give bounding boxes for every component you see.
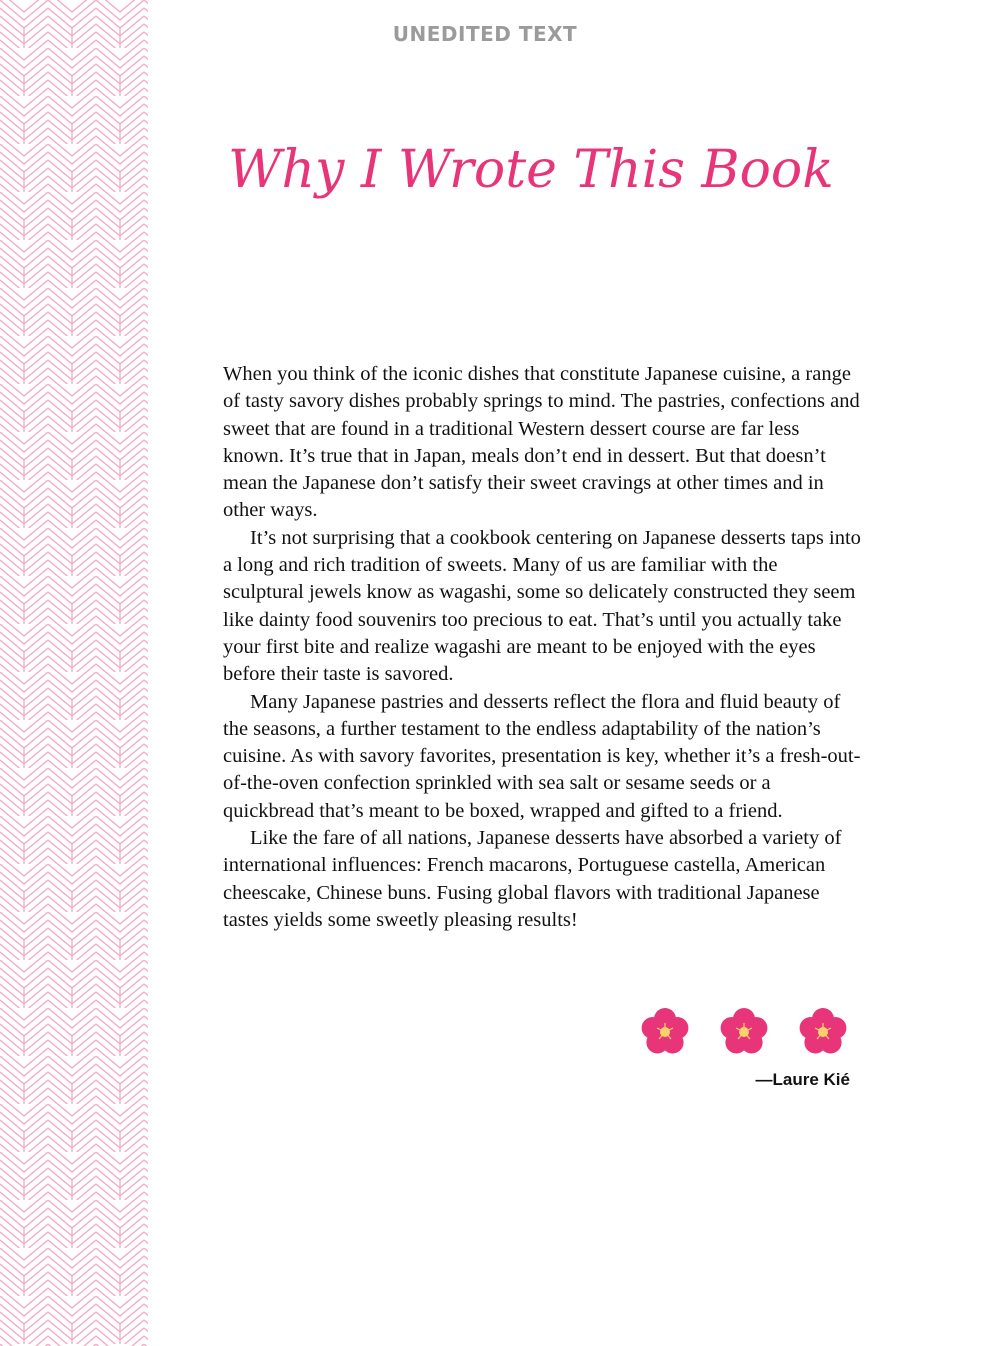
- decorative-side-pattern: [0, 0, 148, 1346]
- cherry-blossom-icon: [721, 1008, 768, 1054]
- author-signature: —Laure Kié: [755, 1070, 850, 1089]
- unedited-text-label: UNEDITED TEXT: [392, 22, 578, 46]
- page-title: Why I Wrote This Book: [228, 140, 834, 200]
- paragraph: When you think of the iconic dishes that constitute Japanese cuisine, a range of tasty savory dishes probably springs to mind. The pastries, confections and sweet that are found in a traditional Western dessert course are far less known. It’s true that in Japan, meals don’t end in dessert. But that doesn’t mean the Japanese don’t satisfy their sweet cravings at other times and in other ways.: [223, 363, 860, 522]
- paragraph: Many Japanese pastries and desserts reflect the flora and fluid beauty of the seasons, a further testament to the endless adaptability of the nation’s cuisine. As with savory favorites, presentation is key, whether it’s a fresh-out-of-the-oven confection sprinkled with sea salt or sesame seeds or a quickbread that’s meant to be boxed, wrapped and gifted to a friend.: [223, 690, 861, 822]
- body-text: [223, 361, 863, 934]
- cherry-blossom-icon: [642, 1008, 689, 1054]
- cherry-blossom-row: [636, 1004, 852, 1060]
- cherry-blossom-icon: [800, 1008, 847, 1054]
- paragraph: Like the fare of all nations, Japanese desserts have absorbed a variety of international influences: French macarons, Portuguese castella, American cheescake, Chinese buns. Fusing global flavors with traditional Japanese tastes yields some sweetly pleasing results!: [223, 827, 842, 931]
- paragraph: It’s not surprising that a cookbook centering on Japanese desserts taps into a long and rich tradition of sweets. Many of us are familiar with the sculptural jewels know as wagashi, some so delicately constructed they seem like dainty food souvenirs too precious to eat. That’s until you actually take your first bite and realize wagashi are meant to be enjoyed with the eyes before their taste is savored.: [223, 526, 861, 686]
